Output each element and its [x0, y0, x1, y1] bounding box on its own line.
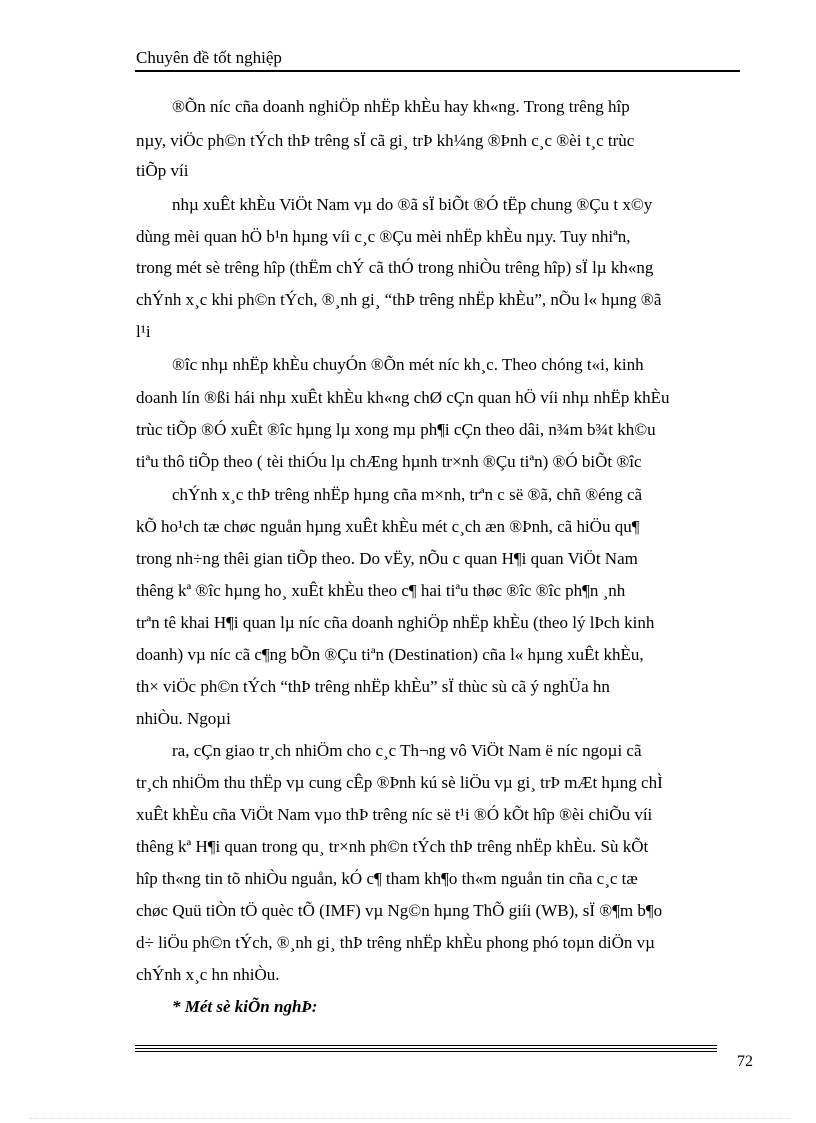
body-line: chÝnh x¸c hn nhiÒu.	[136, 965, 280, 984]
page-number: 72	[737, 1053, 753, 1070]
body-line: nµy, viÖc ph©n tÝch thÞ trêng sÏ cã gi¸ trÞ kh¼ng ®Þnh c¸c ®èi t¸c trùc	[136, 131, 635, 150]
page-edge-divider	[30, 1118, 790, 1119]
body-line: chÝnh x¸c thÞ trêng nhËp hµng cña m×nh, trªn c së ®ã, chñ ®éng cã	[172, 485, 643, 504]
body-line: th× viÖc ph©n tÝch “thÞ trêng nhËp khÈu” sÏ thùc sù cã ý nghÜa hn	[136, 677, 610, 696]
body-line: doanh lín ®ßi hái nhµ xuÊt khÈu kh«ng chØ cÇn quan hÖ víi nhµ nhËp khÈu	[136, 388, 670, 407]
footer-divider	[135, 1048, 717, 1049]
body-line: hîp th«ng tin tõ nhiÒu nguån, kÓ c¶ tham kh¶o th«m nguån tin cña c¸c tæ	[136, 869, 638, 888]
body-line: ra, cÇn giao tr¸ch nhiÖm cho c¸c Th¬ng vô ViÖt Nam ë níc ngoµi cã	[172, 741, 642, 760]
body-line: trong mét sè trêng hîp (thËm chÝ cã thÓ trong nhiÒu trêng hîp) sÏ lµ kh«ng	[136, 258, 654, 277]
body-line: tiªu thô tiÕp theo ( tèi thiÓu lµ chÆng hµnh tr×nh ®Çu tiªn) ®Ó biÕt ®îc	[136, 452, 642, 471]
body-line: tiÕp víi	[136, 161, 189, 180]
body-line: tr¸ch nhiÖm thu thËp vµ cung cÊp ®Þnh kú sè liÖu vµ gi¸ trÞ mÆt hµng chÌ	[136, 773, 663, 792]
body-line: trùc tiÕp ®Ó xuÊt ®îc hµng lµ xong mµ ph¶i cÇn theo dâi, n¾m b¾t kh©u	[136, 420, 656, 439]
footer-divider	[135, 1051, 717, 1052]
body-line: trªn tê khai H¶i quan lµ níc cña doanh nghiÖp nhËp khÈu (theo lý lÞch kinh	[136, 613, 655, 632]
header-title: Chuyên đề tốt nghiệp	[136, 48, 282, 67]
body-line: xuÊt khÈu cña ViÖt Nam vµo thÞ trêng níc së t¹i ®Ó kÕt hîp ®èi chiÕu víi	[136, 805, 653, 824]
body-line: trong nh÷ng thêi gian tiÕp theo. Do vËy, nÕu c quan H¶i quan ViÖt Nam	[136, 549, 638, 568]
body-line: doanh) vµ níc cã c¶ng bÕn ®Çu tiªn (Destination) cña l« hµng xuÊt khÈu,	[136, 645, 644, 664]
body-line: chÝnh x¸c khi ph©n tÝch, ®¸nh gi¸ “thÞ trêng nhËp khÈu”, nÕu l« hµng ®ã	[136, 290, 662, 309]
header-divider	[135, 70, 740, 72]
body-line: thêng kª ®îc hµng ho¸ xuÊt khÈu theo c¶ hai tiªu thøc ®îc ®îc ph¶n ¸nh	[136, 581, 626, 600]
body-line: ®Õn níc cña doanh nghiÖp nhËp khÈu hay kh«ng. Trong trêng hîp	[172, 97, 630, 116]
body-line: nhiÒu. Ngoµi	[136, 709, 231, 728]
subheading: * Mét sè kiÕn nghÞ:	[172, 997, 318, 1016]
body-line: dùng mèi quan hÖ b¹n hµng víi c¸c ®Çu mèi nhËp khÈu nµy. Tuy nhiªn,	[136, 227, 631, 246]
body-line: kÕ ho¹ch tæ chøc nguån hµng xuÊt khÈu mét c¸ch æn ®Þnh, cã hiÖu qu¶	[136, 517, 640, 536]
footer-divider	[135, 1045, 717, 1046]
body-line: d÷ liÖu ph©n tÝch, ®¸nh gi¸ thÞ trêng nhËp khÈu phong phó toµn diÖn vµ	[136, 933, 655, 952]
body-line: ®îc nhµ nhËp khÈu chuyÓn ®Õn mét níc kh¸c. Theo chóng t«i, kinh	[172, 355, 644, 374]
body-line: nhµ xuÊt khÈu ViÖt Nam vµ do ®ã sÏ biÕt ®Ó tËp chung ®Çu t x©y	[172, 195, 653, 214]
body-line: chøc Quü tiÒn tÖ quèc tÕ (IMF) vµ Ng©n hµng ThÕ giíi (WB), sÏ ®¶m b¶o	[136, 901, 663, 920]
body-line: l¹i	[136, 322, 151, 341]
body-line: thêng kª H¶i quan trong qu¸ tr×nh ph©n tÝch thÞ trêng nhËp khÈu. Sù kÕt	[136, 837, 649, 856]
